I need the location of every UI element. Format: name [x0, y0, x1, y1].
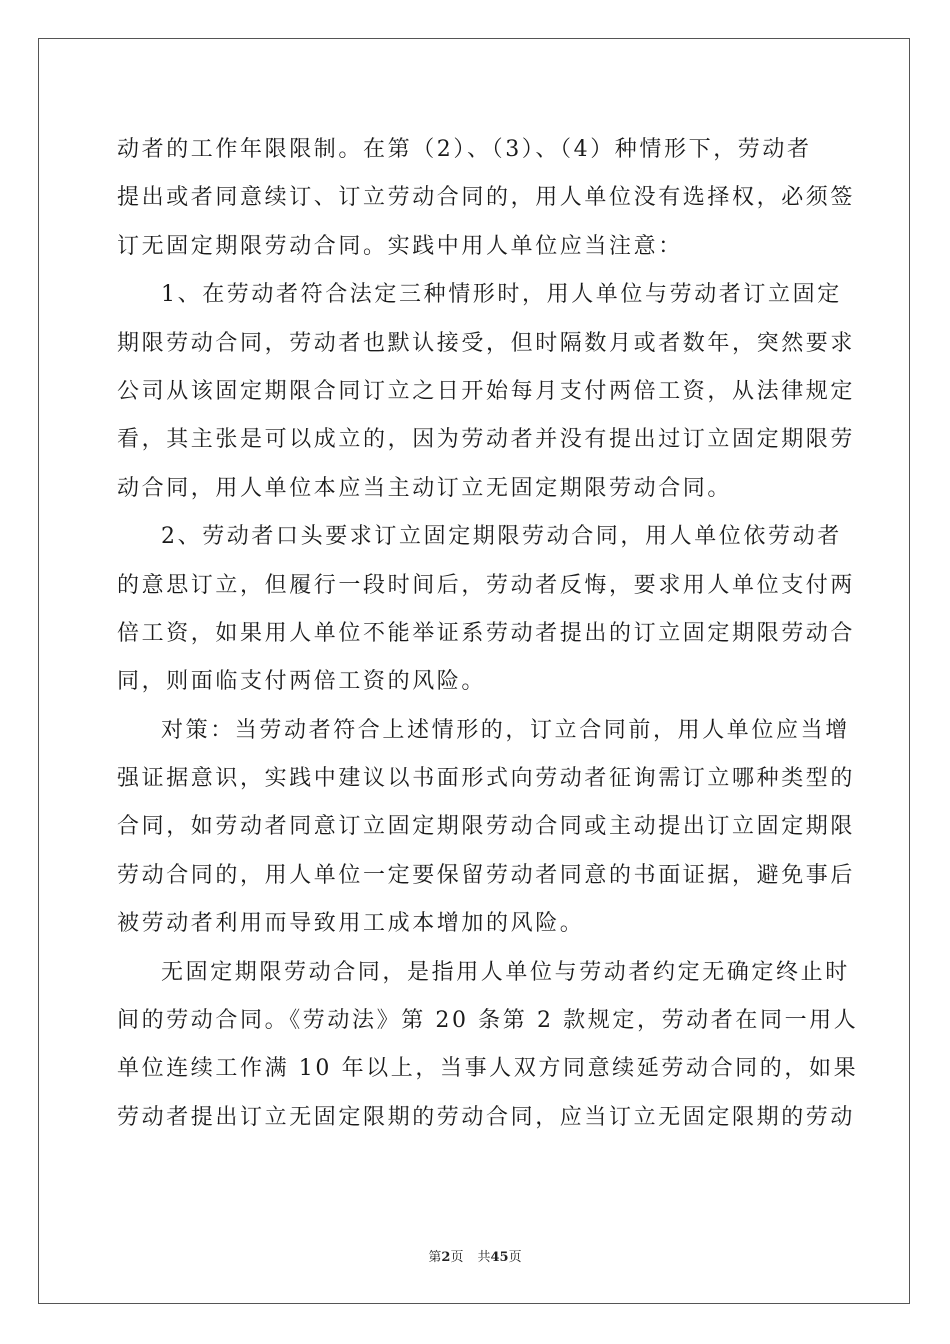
text-line: 单位连续工作满 10 年以上，当事人双方同意续延劳动合同的，如果	[117, 1056, 859, 1082]
text-line: 强证据意识，实践中建议以书面形式向劳动者征询需订立哪种类型的	[117, 766, 856, 792]
text-line: 提出或者同意续订、订立劳动合同的，用人单位没有选择权，必须签	[117, 185, 856, 211]
footer-total-prefix: 共	[477, 1250, 491, 1265]
text-line: 动合同，用人单位本应当主动订立无固定期限劳动合同。	[117, 475, 733, 501]
footer-prefix: 第	[428, 1250, 442, 1265]
text-line: 的意思订立，但履行一段时间后，劳动者反悔，要求用人单位支付两	[117, 572, 856, 598]
text-line: 被劳动者利用而导致用工成本增加的风险。	[117, 911, 585, 937]
footer-page-suffix: 页	[450, 1250, 464, 1265]
page-number: 2	[441, 1250, 451, 1265]
text-line: 合同，如劳动者同意订立固定期限劳动合同或主动提出订立固定期限	[117, 814, 856, 840]
text-line: 同，则面临支付两倍工资的风险。	[117, 669, 487, 695]
document-body	[117, 126, 859, 1142]
text-line: 动者的工作年限限制。在第（2）、（3）、（4）种情形下，劳动者	[117, 137, 812, 162]
footer-total-suffix: 页	[508, 1250, 522, 1265]
text-line: 公司从该固定期限合同订立之日开始每月支付两倍工资，从法律规定	[117, 378, 856, 404]
total-pages: 45	[490, 1250, 509, 1265]
text-line: 劳动者提出订立无固定限期的劳动合同，应当订立无固定限期的劳动	[117, 1104, 856, 1130]
text-line: 期限劳动合同，劳动者也默认接受，但时隔数月或者数年，突然要求	[117, 330, 856, 356]
page-footer	[0, 1246, 950, 1265]
text-line: 2、劳动者口头要求订立固定期限劳动合同，用人单位依劳动者	[161, 524, 842, 550]
text-line: 间的劳动合同。《劳动法》第 20 条第 2 款规定，劳动者在同一用人	[117, 1008, 859, 1034]
text-line: 订无固定期限劳动合同。实践中用人单位应当注意：	[117, 233, 683, 259]
text-line: 1、在劳动者符合法定三种情形时，用人单位与劳动者订立固定	[161, 282, 842, 308]
text-line: 看，其主张是可以成立的，因为劳动者并没有提出过订立固定期限劳	[117, 427, 856, 453]
text-line: 无固定期限劳动合同，是指用人单位与劳动者约定无确定终止时	[161, 959, 850, 985]
text-line: 倍工资，如果用人单位不能举证系劳动者提出的订立固定期限劳动合	[117, 620, 856, 646]
text-line: 劳动合同的，用人单位一定要保留劳动者同意的书面证据，避免事后	[117, 862, 856, 888]
text-line: 对策：当劳动者符合上述情形的，订立合同前，用人单位应当增	[161, 717, 850, 743]
